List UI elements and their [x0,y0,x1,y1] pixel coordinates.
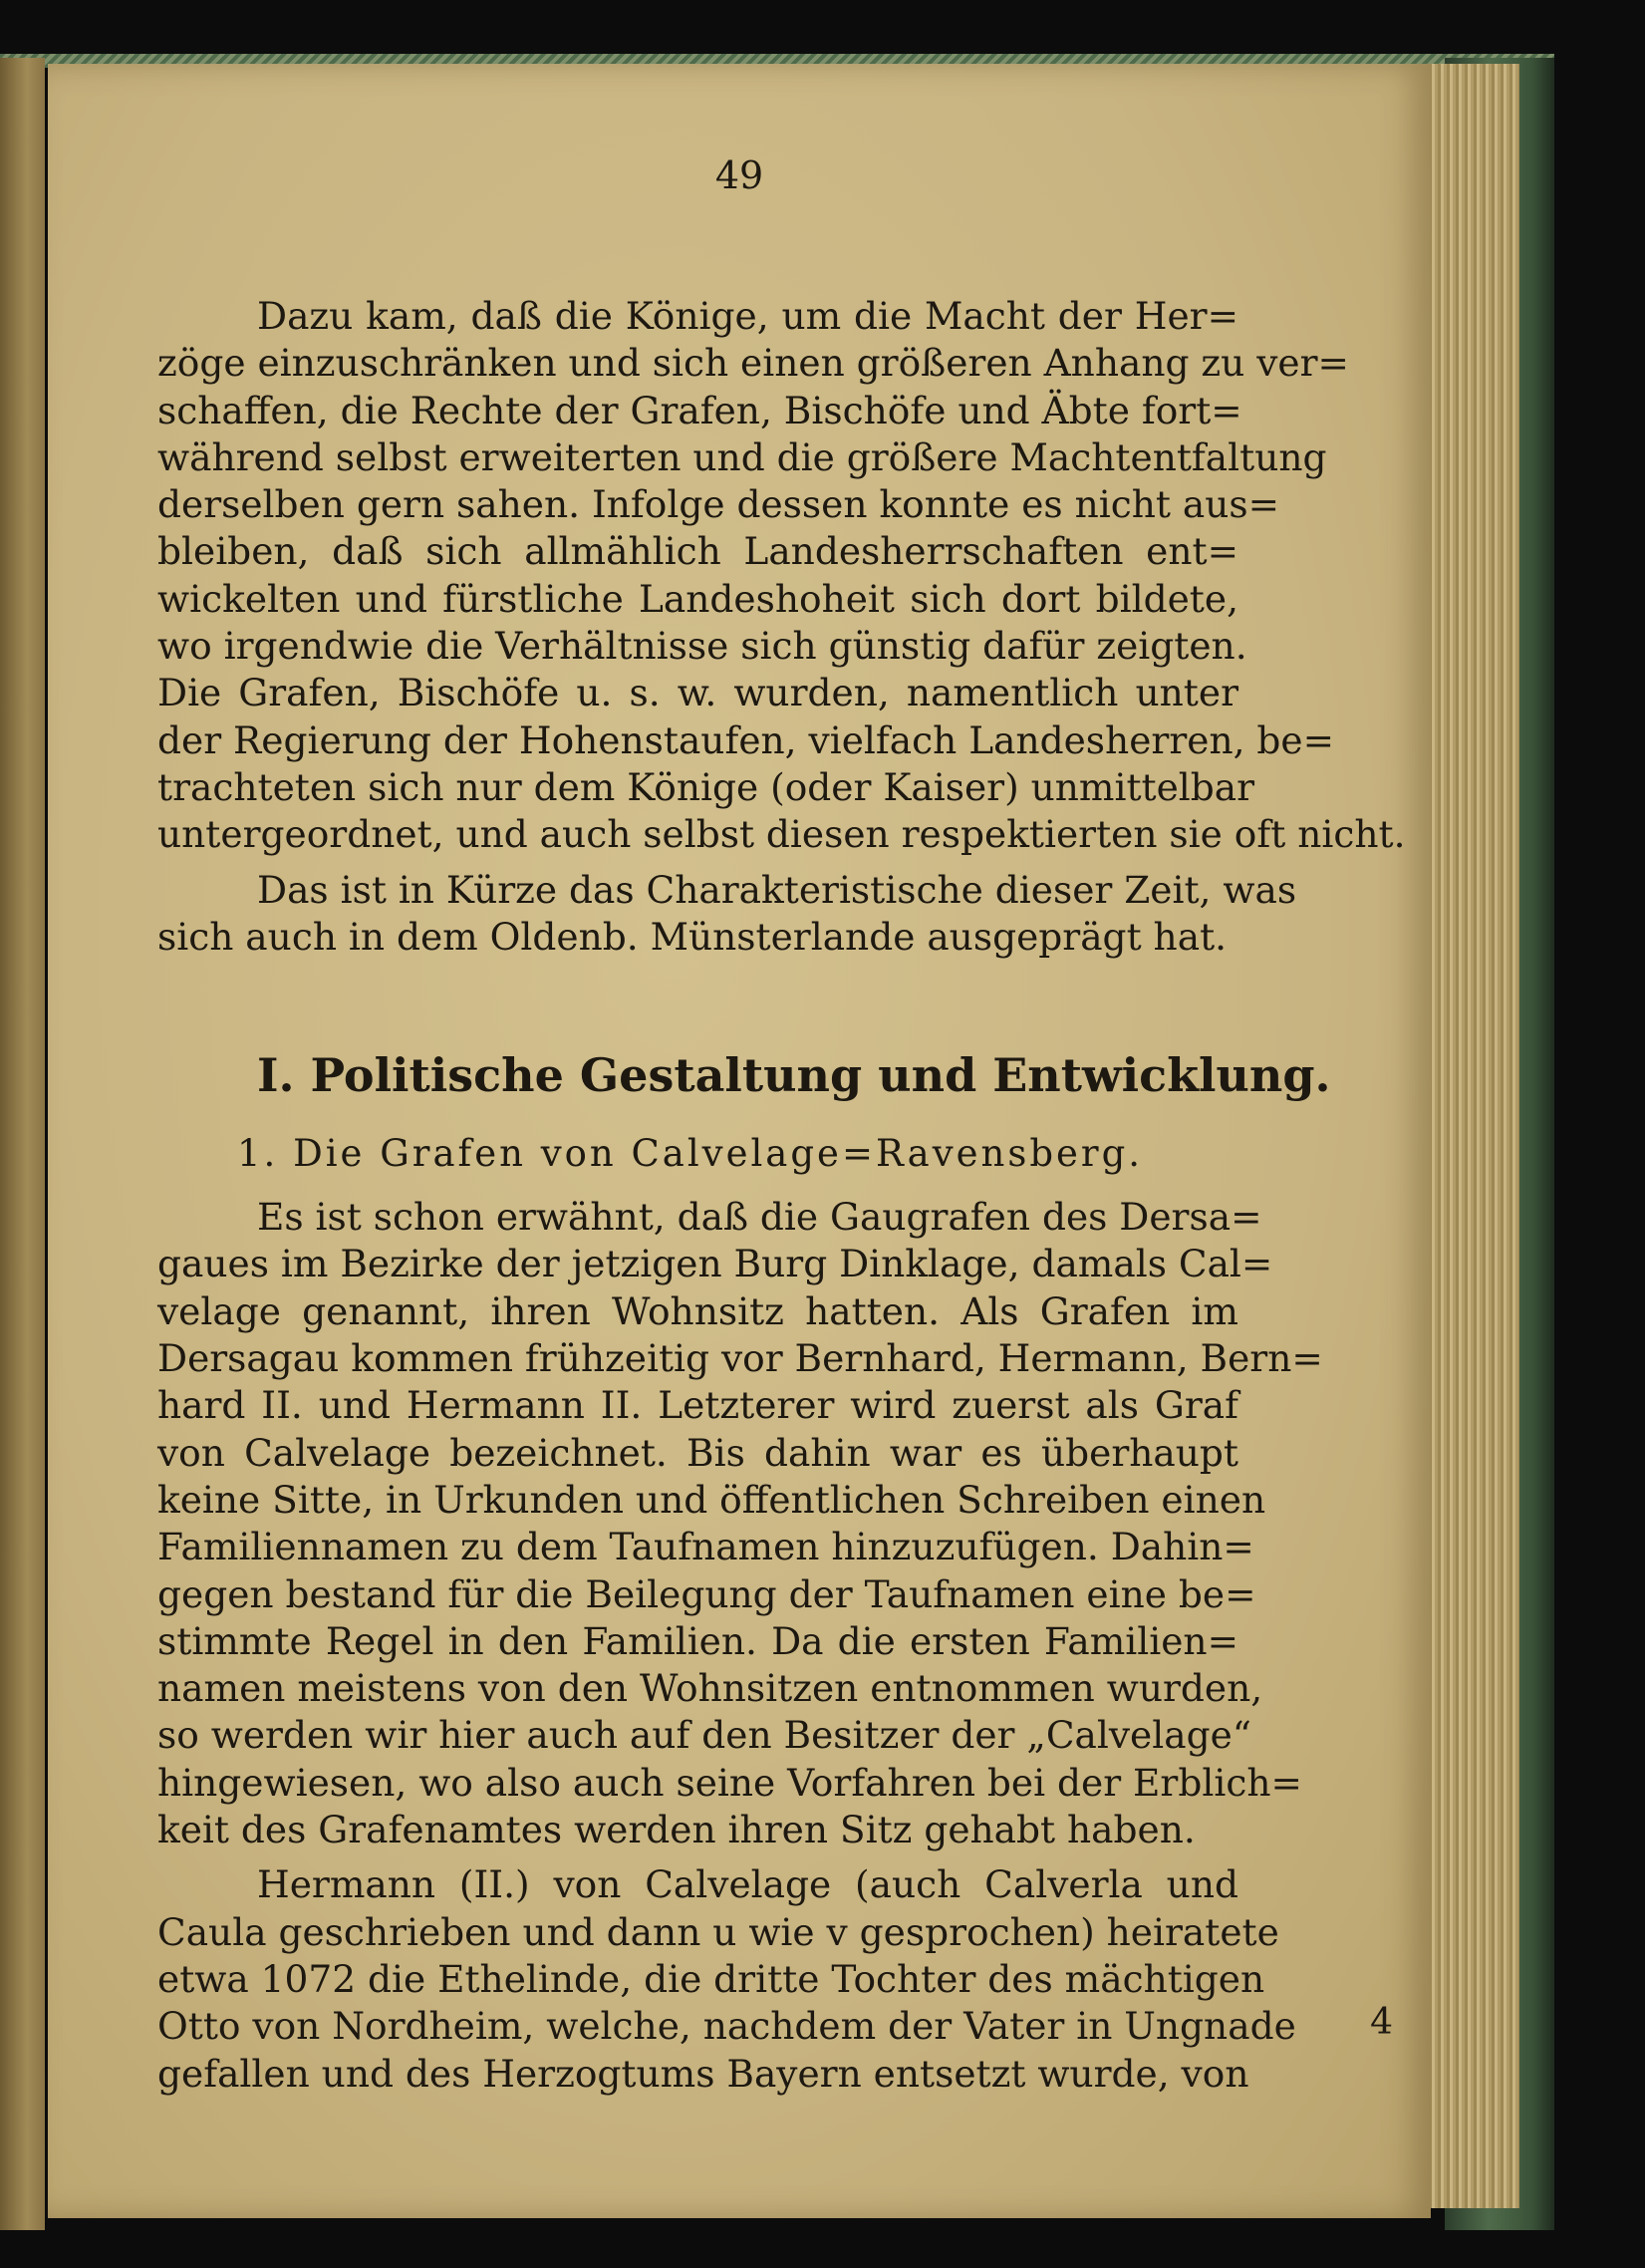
text-line: etwa 1072 die Ethelinde, die dritte Tochter des mächtigen [157,1956,1265,2001]
page-stack-edges [1420,64,1519,2208]
text-line: hingewiesen, wo also auch seine Vorfahren bei der Erblich= [157,1760,1302,1805]
text-line: bleiben, daß sich allmählich Landesherrschaften ent= [157,529,1238,574]
paragraph-1 [157,293,1406,859]
text-line: namen meistens von den Wohnsitzen entnommen wurden, [157,1666,1263,1711]
text-line: keit des Grafenamtes werden ihren Sitz gehabt haben. [157,1808,1196,1852]
text-line: Familiennamen zu dem Taufnamen hinzuzufügen. Dahin= [157,1525,1254,1569]
text-line: zöge einzuschränken und sich einen größeren Anhang zu ver= [157,341,1349,386]
text-line: wo irgendwie die Verhältnisse sich günstig dafür zeigten. [157,624,1247,669]
text-line: velage genannt, ihren Wohnsitz hatten. Als Grafen im [157,1288,1238,1333]
text-line: untergeordnet, und auch selbst diesen respektierten sie oft nicht. [157,812,1406,857]
text-line: der Regierung der Hohenstaufen, vielfach Landesherren, be= [157,717,1335,762]
text-line: gegen bestand für die Beilegung der Taufnamen eine be= [157,1571,1256,1616]
text-line: keine Sitte, in Urkunden und öffentlichen Schreiben einen [157,1477,1266,1522]
section-heading: I. Politische Gestaltung und Entwicklung. [257,1048,1331,1103]
paragraph-2 [157,867,1297,962]
text-line: gefallen und des Herzogtums Bayern entsetzt wurde, von [157,2051,1249,2096]
text-line: Die Grafen, Bischöfe u. s. w. wurden, namentlich unter [157,671,1238,715]
subsection-heading: 1. Die Grafen von Calvelage=Ravensberg. [237,1132,1144,1176]
text-line: trachteten sich nur dem Könige (oder Kaiser) unmittelbar [157,764,1255,809]
text-line: hard II. und Hermann II. Letzterer wird zuerst als Graf [157,1383,1238,1428]
paragraph-3 [157,1194,1323,1853]
page-number: 49 [714,153,764,197]
signature-mark: 4 [1370,2002,1393,2043]
paragraph-4 [157,1861,1296,2097]
page-text [157,293,1406,2098]
text-line: stimmte Regel in den Familien. Da die ersten Familien= [157,1618,1238,1663]
text-line: schaffen, die Rechte der Grafen, Bischöfe und Äbte fort= [157,388,1242,432]
text-line: Es ist schon erwähnt, daß die Gaugrafen des Dersa= [257,1195,1262,1240]
text-line: derselben gern sahen. Infolge dessen konnte es nicht aus= [157,482,1280,527]
text-line: von Calvelage bezeichnet. Bis dahin war es überhaupt [157,1430,1238,1475]
text-line: Dersagau kommen frühzeitig vor Bernhard, Hermann, Bern= [157,1336,1323,1381]
text-line: wickelten und fürstliche Landeshoheit sich dort bildete, [157,576,1238,621]
text-line: Hermann (II.) von Calvelage (auch Calverla und [257,1862,1238,1907]
left-page-edge [0,58,45,2230]
book-page [48,64,1431,2218]
text-line: Das ist in Kürze das Charakteristische dieser Zeit, was [257,867,1297,912]
text-line: sich auch in dem Oldenb. Münsterlande ausgeprägt hat. [157,914,1228,959]
text-line: Dazu kam, daß die Könige, um die Macht der Her= [257,294,1238,338]
text-line: Otto von Nordheim, welche, nachdem der Vater in Ungnade [157,2004,1296,2049]
text-line: Caula geschrieben und dann u wie v gesprochen) heiratete [157,1909,1279,1954]
text-line: gaues im Bezirke der jetzigen Burg Dinklage, damals Cal= [157,1242,1273,1286]
text-line: so werden wir hier auch auf den Besitzer der „Calvelage“ [157,1713,1251,1758]
text-line: während selbst erweiterten und die größere Machtentfaltung [157,434,1327,479]
